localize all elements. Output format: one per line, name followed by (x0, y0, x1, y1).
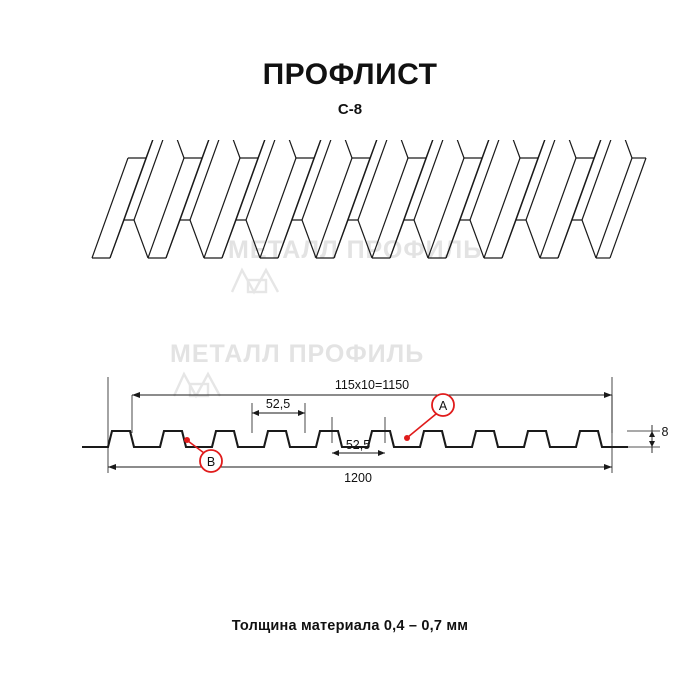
dimension-pitch-top: 52,5 (265, 397, 291, 411)
callout-b-label: B (206, 455, 216, 469)
page-title: ПРОФЛИСТ (262, 58, 438, 91)
dimension-total-width: 1200 (344, 471, 372, 485)
isometric-view (0, 140, 700, 310)
watermark-text-bottom: МЕТАЛЛ ПРОФИЛЬ (170, 340, 425, 368)
material-thickness-note: Толщина материала 0,4 – 0,7 мм (231, 618, 469, 634)
cross-section-view (0, 355, 700, 495)
dimension-working-width: 115х10=1150 (334, 378, 410, 392)
dimension-pitch-bottom: 52,5 (345, 438, 371, 452)
callout-a-leader (408, 414, 436, 437)
dimension-height: 8 (661, 425, 669, 439)
profile-code: С-8 (337, 101, 363, 118)
watermark-text-top: МЕТАЛЛ ПРОФИЛЬ (228, 236, 483, 264)
callout-a-label: A (438, 399, 448, 413)
